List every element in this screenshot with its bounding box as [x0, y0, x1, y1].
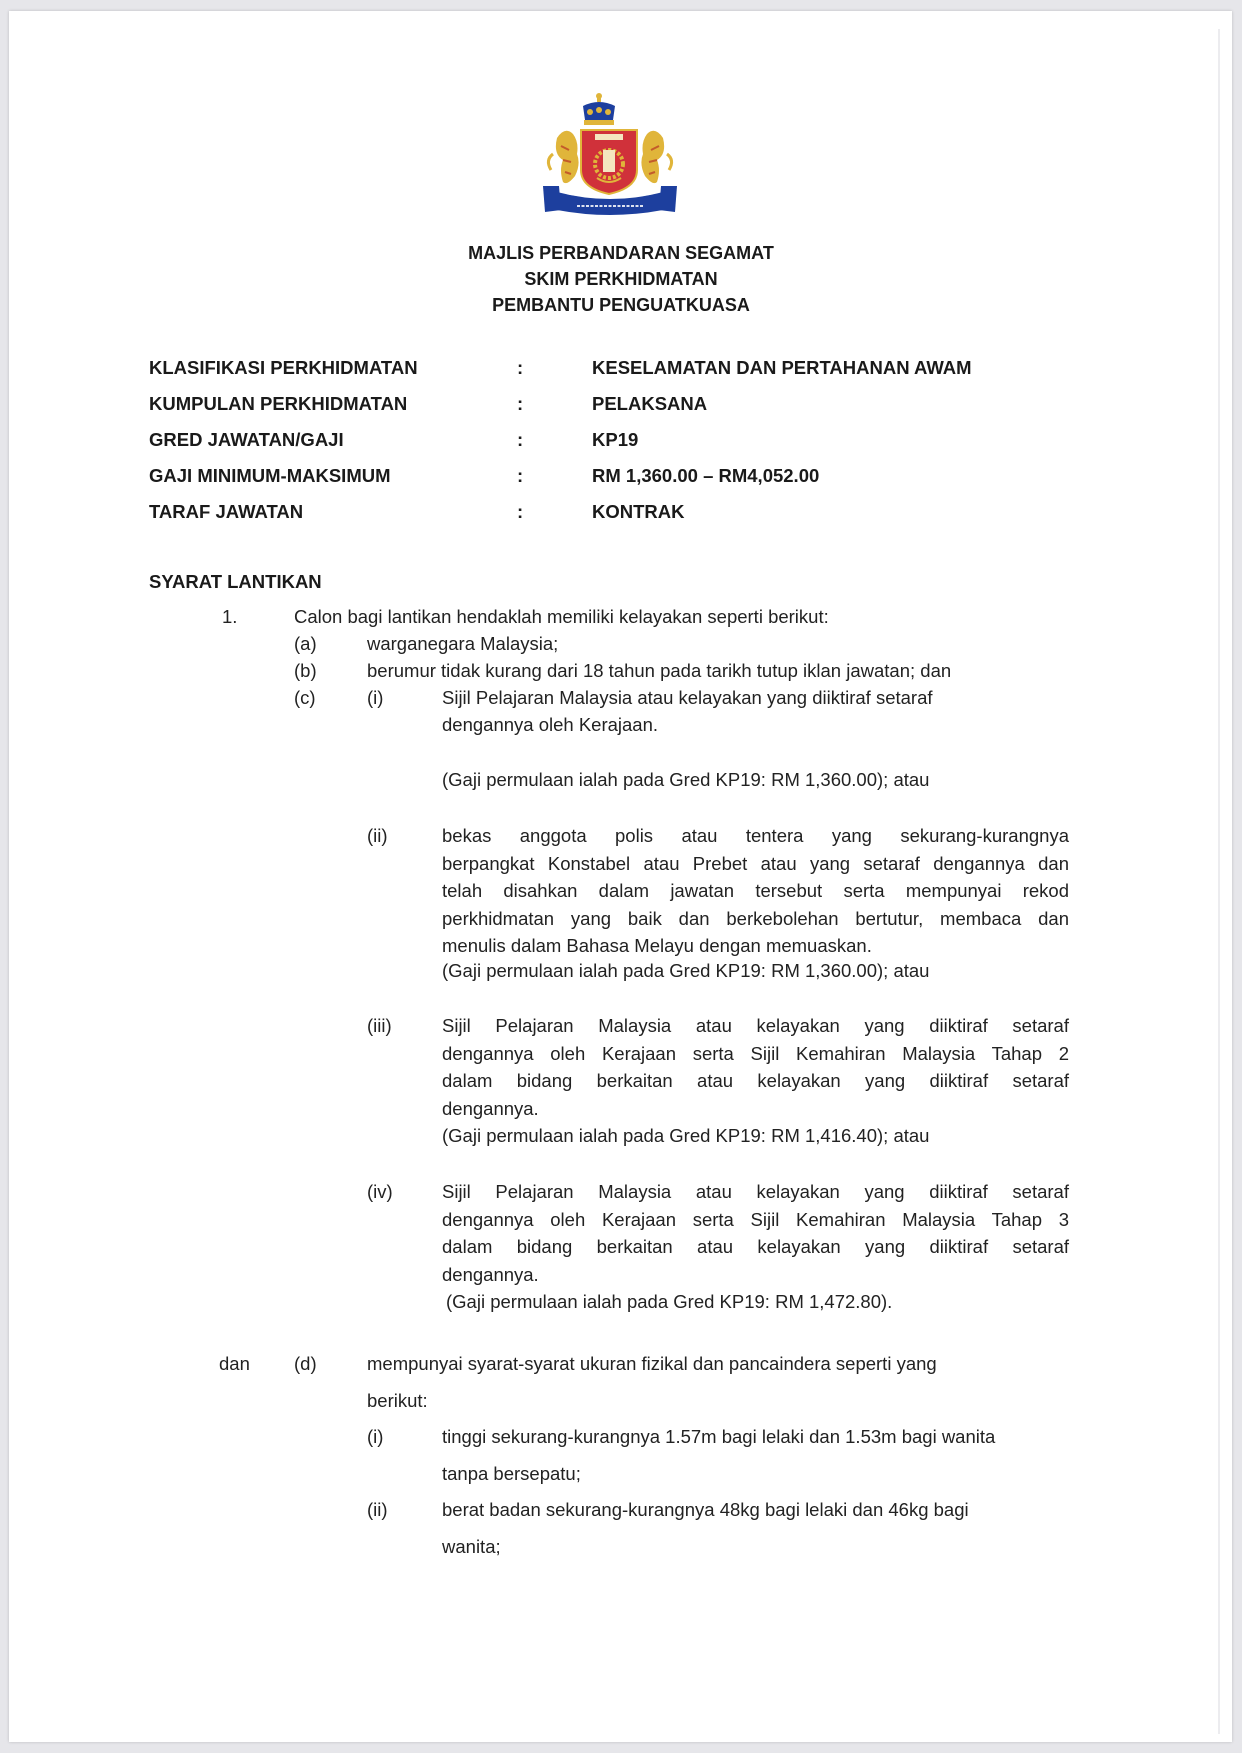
d-ii-line: berat badan sekurang-kurangnya 48kg bagi lelaki dan 46kg bagi	[442, 1499, 969, 1520]
d-line: berikut:	[367, 1390, 428, 1411]
c-ii-gaji: (Gaji permulaan ialah pada Gred KP19: RM 1,360.00); atau	[442, 960, 930, 981]
c-iii-gaji: (Gaji permulaan ialah pada Gred KP19: RM 1,416.40); atau	[442, 1125, 930, 1146]
conjunction-dan: dan	[219, 1353, 250, 1374]
info-colon: :	[517, 357, 524, 378]
info-label: KLASIFIKASI PERKHIDMATAN	[149, 357, 418, 378]
sub-text-a: warganegara Malaysia;	[367, 633, 559, 654]
info-colon: :	[517, 429, 524, 450]
info-row-taraf	[149, 501, 1049, 537]
info-row-kumpulan	[149, 393, 1049, 429]
tiger-right-icon	[641, 131, 671, 183]
sub-text-b: berumur tidak kurang dari 18 tahun pada tarikh tutup iklan jawatan; dan	[367, 660, 952, 681]
c-ii-line: perkhidmatan yang baik dan berkebolehan bertutur, membaca dan	[442, 907, 1069, 929]
c-iv-line: Sijil Pelajaran Malaysia atau kelayakan yang diiktiraf setaraf	[442, 1181, 1069, 1202]
c-iii-line: dengannya.	[442, 1097, 539, 1119]
sub-mark-c: (c)	[294, 687, 316, 708]
roman-mark-c-iii: (iii)	[367, 1015, 392, 1036]
position-title: PEMBANTU PENGUATKUASA	[492, 295, 750, 315]
c-iii-line: Sijil Pelajaran Malaysia atau kelayakan yang diiktiraf setaraf	[442, 1015, 1069, 1036]
item-intro: Calon bagi lantikan hendaklah memiliki kelayakan seperti berikut:	[294, 606, 829, 627]
info-row-gaji	[149, 465, 1049, 501]
roman-mark-c-iv: (iv)	[367, 1181, 393, 1202]
c-iii-line: dalam bidang berkaitan atau kelayakan yang diiktiraf setaraf	[442, 1070, 1069, 1091]
c-iv-line: dengannya.	[442, 1263, 539, 1285]
info-value: PELAKSANA	[592, 393, 708, 414]
info-row-klasifikasi	[149, 357, 1049, 393]
d-i-line: tinggi sekurang-kurangnya 1.57m bagi lelaki dan 1.53m bagi wanita	[442, 1426, 996, 1447]
info-value: KONTRAK	[592, 501, 685, 522]
d-ii-line: wanita;	[442, 1536, 501, 1557]
sub-mark-b: (b)	[294, 660, 317, 681]
c-iv-gaji: (Gaji permulaan ialah pada Gred KP19: RM 1,472.80).	[446, 1291, 893, 1312]
info-value: KP19	[592, 429, 639, 450]
c-iii-line: dengannya oleh Kerajaan serta Sijil Kemahiran Malaysia Tahap 2	[442, 1042, 1069, 1064]
tiger-left-icon	[548, 131, 578, 183]
c-iv-line: dalam bidang berkaitan atau kelayakan yang diiktiraf setaraf	[442, 1236, 1069, 1257]
c-ii-line: telah disahkan dalam jawatan tersebut serta mempunyai rekod	[442, 880, 1069, 901]
c-iv-paragraph	[442, 1178, 1069, 1288]
c-i-gaji: (Gaji permulaan ialah pada Gred KP19: RM 1,360.00); atau	[442, 769, 930, 790]
info-value: KESELAMATAN DAN PERTAHANAN AWAM	[592, 357, 972, 378]
info-value: RM 1,360.00 – RM4,052.00	[592, 465, 820, 486]
sub-mark-a: (a)	[294, 633, 317, 654]
info-colon: :	[517, 465, 524, 486]
roman-mark-d-i: (i)	[367, 1426, 384, 1447]
info-label: TARAF JAWATAN	[149, 501, 304, 522]
info-label: GAJI MINIMUM-MAKSIMUM	[149, 465, 391, 486]
document-header	[0, 240, 1242, 318]
c-ii-line: bekas anggota polis atau tentera yang sekurang-kurangnya	[442, 825, 1069, 846]
info-colon: :	[517, 501, 524, 522]
c-iv-line: dengannya oleh Kerajaan serta Sijil Kemahiran Malaysia Tahap 3	[442, 1208, 1069, 1230]
scheme-title: SKIM PERKHIDMATAN	[524, 269, 718, 289]
council-name: MAJLIS PERBANDARAN SEGAMAT	[468, 243, 774, 263]
d-line: mempunyai syarat-syarat ukuran fizikal dan pancaindera seperti yang	[367, 1353, 937, 1374]
sub-mark-d: (d)	[294, 1353, 317, 1374]
shield-icon	[581, 130, 637, 194]
council-crest-logo	[537, 90, 683, 218]
section-title-syarat-lantikan: SYARAT LANTIKAN	[149, 571, 322, 592]
roman-mark-c-ii: (ii)	[367, 825, 388, 846]
c-ii-line: menulis dalam Bahasa Melayu dengan memuaskan.	[442, 935, 872, 956]
c-ii-paragraph	[442, 822, 1069, 960]
roman-mark-d-ii: (ii)	[367, 1499, 388, 1520]
roman-mark-c-i: (i)	[367, 687, 384, 708]
info-label: GRED JAWATAN/GAJI	[149, 429, 344, 450]
crown-icon	[583, 93, 615, 125]
c-ii-line: berpangkat Konstabel atau Prebet atau yang setaraf dengannya dan	[442, 852, 1069, 874]
c-i-line: dengannya oleh Kerajaan.	[442, 714, 659, 735]
item-number: 1.	[222, 606, 238, 627]
d-i-line: tanpa bersepatu;	[442, 1463, 581, 1484]
info-label: KUMPULAN PERKHIDMATAN	[149, 393, 408, 414]
c-i-line: Sijil Pelajaran Malaysia atau kelayakan yang diiktiraf setaraf	[442, 687, 933, 708]
c-iii-paragraph	[442, 1012, 1069, 1122]
info-colon: :	[517, 393, 524, 414]
info-row-gred	[149, 429, 1049, 465]
